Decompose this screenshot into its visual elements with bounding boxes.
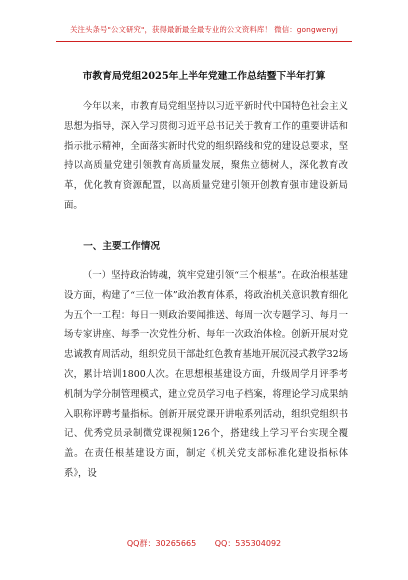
section-paragraph: （一）坚持政治铸魂，筑牢党建引领“三个根基”。在政治根基建设方面，构建了“三位一体”政治教育体系，将政治机关意识教育细化为五个一工程：每日一则政治要闻推送、每周一次专题学习、每月一场专家讲座、每季一次党性分析、每年一次政治体检。创新开展对党忠诚教育周活动，组织党员干部赴红色教育基地开展沉浸式教学32场次，累计培训1800人次。在思想根基建设方面，升级周学月评季考机制为学分制管理模式，建立党员学习电子档案，将理论学习成果纳入职称评聘考量指标。创新开展党课开讲啦系列活动，组织党组织书记、优秀党员录制微党课视频126个，搭建线上学习平台实现全覆盖。在责任根基建设方面，制定《机关党支部标准化建设指标体系》，设 — [64, 270, 348, 479]
footer-contact — [0, 538, 408, 549]
section-heading: 一、主要工作情况 — [83, 241, 160, 252]
footer-qq-group: QQ群：30265665 — [126, 539, 197, 548]
intro-paragraph: 今年以来，市教育局党组坚持以习近平新时代中国特色社会主义思想为指导，深入学习贯彻习近平总书记关于教育工作的重要讲话和指示批示精神，全面落实新时代党的组织路线和党的建设总要求，坚持以高质量党建引领教育高质量发展，聚焦立德树人，深化教育改革，优化教育资源配置，以高质量党建引领开创教育强市建设新局面。 — [64, 101, 348, 211]
footer-qq-number: QQ：535304092 — [214, 539, 282, 548]
header-promo-note: 关注头条号"公文研究"，获得最新最全最专业的公文资料库！ 微信：gongwenyj — [70, 25, 338, 34]
header-divider — [56, 41, 352, 42]
document-title: 市教育局党组2025年上半年党建工作总结暨下半年打算 — [82, 71, 326, 82]
